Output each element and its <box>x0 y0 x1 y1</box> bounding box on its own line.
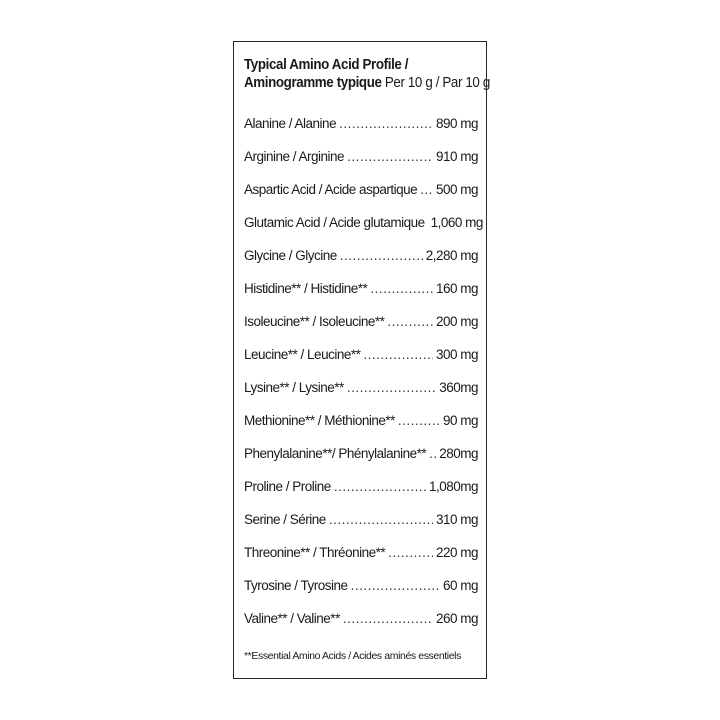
list-item <box>244 147 478 167</box>
amino-acid-value: 200 mg <box>435 314 478 329</box>
amino-acid-name: Aspartic Acid / Acide aspartique <box>244 182 418 197</box>
amino-acid-value: 890 mg <box>435 116 478 131</box>
amino-acid-value: 310 mg <box>435 512 478 527</box>
amino-acid-value: 60 mg <box>442 578 478 593</box>
amino-acid-name: Valine** / Valine** <box>244 611 340 626</box>
list-item <box>244 279 478 299</box>
amino-acid-value: 500 mg <box>435 182 478 197</box>
panel-title <box>244 56 490 92</box>
amino-acid-name: Lysine** / Lysine** <box>244 380 344 395</box>
list-item <box>244 609 478 629</box>
title-line-1: Typical Amino Acid Profile / <box>244 57 409 73</box>
amino-acid-name: Histidine** / Histidine** <box>244 281 368 296</box>
leader-dots <box>340 246 423 266</box>
amino-acid-name: Phenylalanine**/ Phénylalanine** <box>244 446 427 461</box>
title-line-2-bold: Aminogramme typique <box>244 75 382 91</box>
leader-dots <box>339 114 433 134</box>
leader-dots <box>370 279 433 299</box>
leader-dots <box>343 609 433 629</box>
list-item <box>244 477 478 497</box>
amino-acid-name: Tyrosine / Tyrosine <box>244 578 348 593</box>
amino-acid-value: 260 mg <box>435 611 478 626</box>
list-item <box>244 213 483 233</box>
list-item <box>244 411 478 431</box>
list-item <box>244 345 478 365</box>
amino-acid-value: 2,280 mg <box>425 248 478 263</box>
amino-acid-name: Glutamic Acid / Acide glutamique <box>244 215 425 230</box>
amino-acid-value: 280mg <box>439 446 478 461</box>
list-item <box>244 543 478 563</box>
amino-acid-value: 90 mg <box>442 413 478 428</box>
leader-dots <box>347 378 436 398</box>
amino-acid-name: Serine / Sérine <box>244 512 326 527</box>
amino-acid-panel <box>244 56 490 662</box>
amino-acid-value: 1,080mg <box>428 479 478 494</box>
leader-dots <box>329 510 433 530</box>
leader-dots <box>334 477 426 497</box>
amino-acid-name: Leucine** / Leucine** <box>244 347 361 362</box>
amino-acid-value: 360mg <box>439 380 478 395</box>
list-item <box>244 444 478 464</box>
amino-acid-value: 160 mg <box>435 281 478 296</box>
amino-acid-value: 1,060 mg <box>430 215 483 230</box>
title-line-2 <box>244 74 490 92</box>
list-item <box>244 246 478 266</box>
amino-acid-name: Threonine** / Thréonine** <box>244 545 386 560</box>
amino-acid-name: Methionine** / Méthionine** <box>244 413 395 428</box>
footnote: **Essential Amino Acids / Acides aminés essentiels <box>244 650 461 662</box>
amino-acid-name: Isoleucine** / Isoleucine** <box>244 314 385 329</box>
leader-dots <box>363 345 433 365</box>
list-item <box>244 510 478 530</box>
amino-acid-name: Proline / Proline <box>244 479 331 494</box>
amino-acid-name: Glycine / Glycine <box>244 248 337 263</box>
amino-acid-name: Arginine / Arginine <box>244 149 345 164</box>
leader-dots <box>429 444 436 464</box>
amino-acid-value: 910 mg <box>435 149 478 164</box>
list-item <box>244 114 478 134</box>
list-item <box>244 312 478 332</box>
leader-dots <box>347 147 433 167</box>
leader-dots <box>388 543 433 563</box>
amino-acid-value: 300 mg <box>435 347 478 362</box>
leader-dots <box>387 312 433 332</box>
leader-dots <box>420 180 433 200</box>
amino-acid-value: 220 mg <box>435 545 478 560</box>
leader-dots <box>351 576 440 596</box>
leader-dots <box>398 411 440 431</box>
serving-size: Per 10 g / Par 10 g <box>381 75 490 91</box>
list-item <box>244 576 478 596</box>
amino-acid-name: Alanine / Alanine <box>244 116 337 131</box>
list-item <box>244 180 478 200</box>
list-item <box>244 378 478 398</box>
